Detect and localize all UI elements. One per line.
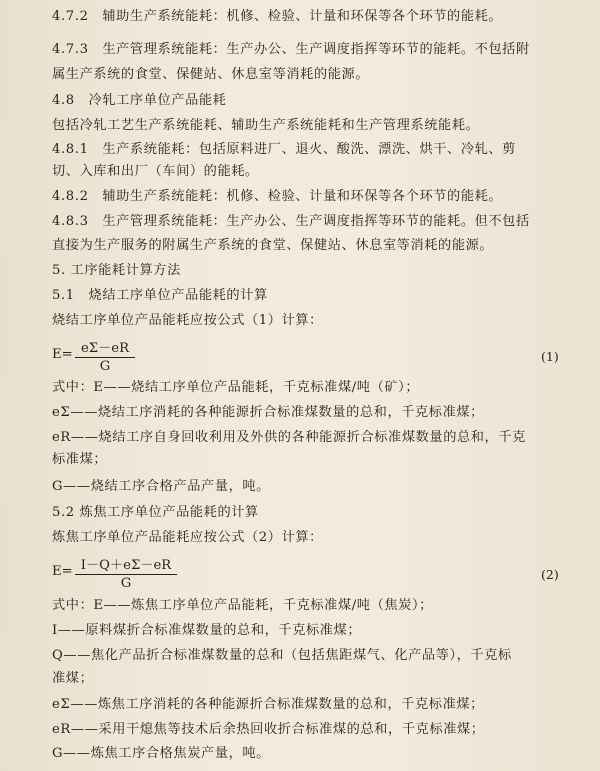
where-e-coke: 式中：E——炼焦工序单位产品能耗，千克标准煤/吨（焦炭）； [52, 598, 433, 613]
where-q-coke-cont: 准煤； [52, 671, 94, 686]
clause-4-8-1-cont: 切、入库和出厂（车间）的能耗。 [52, 164, 259, 179]
formula-2-numerator: I－Q＋eΣ－eR [80, 558, 172, 573]
where-e-sinter: 式中：E——烧结工序单位产品能耗，千克标准煤/吨（矿）； [52, 380, 420, 395]
formula-1-lhs: E= [52, 347, 73, 362]
equation-number-1: (1) [541, 349, 559, 364]
fraction-bar [75, 574, 177, 575]
section-4-8-heading: 4.8 冷轧工序单位产品能耗 [52, 93, 227, 108]
clause-4-7-2: 4.7.2 辅助生产系统能耗：机修、检验、计量和环保等各个环节的能耗。 [52, 9, 503, 24]
where-e-r-coke: eR——采用干熄焦等技术后余热回收折合标准煤的总和，千克标准煤； [52, 722, 485, 737]
equation-number-2: (2) [541, 567, 559, 582]
formula-2-denominator: G [120, 576, 132, 591]
where-q-coke: Q——焦化产品折合标准煤数量的总和（包括焦距煤气、化产品等），千克标 [52, 648, 512, 663]
fraction-bar [75, 357, 135, 358]
where-g-sinter: G——烧结工序合格产品产量，吨。 [52, 479, 270, 494]
where-e-sigma-coke: eΣ——炼焦工序消耗的各种能源折合标准煤数量的总和，千克标准煤； [52, 697, 484, 712]
formula-1-intro: 烧结工序单位产品能耗应按公式（1）计算： [52, 313, 323, 328]
section-5-heading: 5. 工序能耗计算方法 [52, 263, 181, 278]
formula-1-denominator: G [99, 359, 111, 374]
where-g-coke: G——炼焦工序合格焦炭产量，吨。 [52, 746, 270, 761]
where-e-sigma-sinter: eΣ——烧结工序消耗的各种能源折合标准煤数量的总和，千克标准煤； [52, 405, 484, 420]
clause-4-8-1: 4.8.1 生产系统能耗：包括原料进厂、退火、酸洗、漂洗、烘干、冷轧、剪 [52, 142, 516, 157]
where-i-coke: I——原料煤折合标准煤数量的总和，千克标准煤； [52, 623, 362, 638]
formula-1-numerator: eΣ－eR [80, 341, 130, 356]
formula-1-fraction [75, 337, 135, 374]
section-4-8-body: 包括冷轧工艺生产系统能耗、辅助生产系统能耗和生产管理系统能耗。 [52, 118, 480, 133]
formula-2-lhs: E= [52, 564, 73, 579]
where-e-r-sinter: eR——烧结工序自身回收利用及外供的各种能源折合标准煤数量的总和，千克 [52, 430, 526, 445]
where-e-r-sinter-cont: 标准煤； [52, 452, 108, 467]
clause-4-7-3: 4.7.3 生产管理系统能耗：生产办公、生产调度指挥等环节的能耗。不包括附 [52, 42, 530, 57]
clause-4-8-3-cont: 直接为生产服务的附属生产系统的食堂、保健站、休息室等消耗的能源。 [52, 238, 494, 253]
section-5-1-heading: 5.1 烧结工序单位产品能耗的计算 [52, 288, 268, 303]
formula-2-intro: 炼焦工序单位产品能耗应按公式（2）计算： [52, 530, 323, 545]
clause-4-8-3: 4.8.3 生产管理系统能耗：生产办公、生产调度指挥等环节的能耗。但不包括 [52, 214, 530, 229]
section-5-2-heading: 5.2 炼焦工序单位产品能耗的计算 [52, 505, 259, 520]
clause-4-7-3-cont: 属生产系统的食堂、保健站、休息室等消耗的能源。 [52, 67, 370, 82]
formula-2-fraction [75, 554, 177, 591]
clause-4-8-2: 4.8.2 辅助生产系统能耗：机修、检验、计量和环保等各个环节的能耗。 [52, 189, 503, 204]
